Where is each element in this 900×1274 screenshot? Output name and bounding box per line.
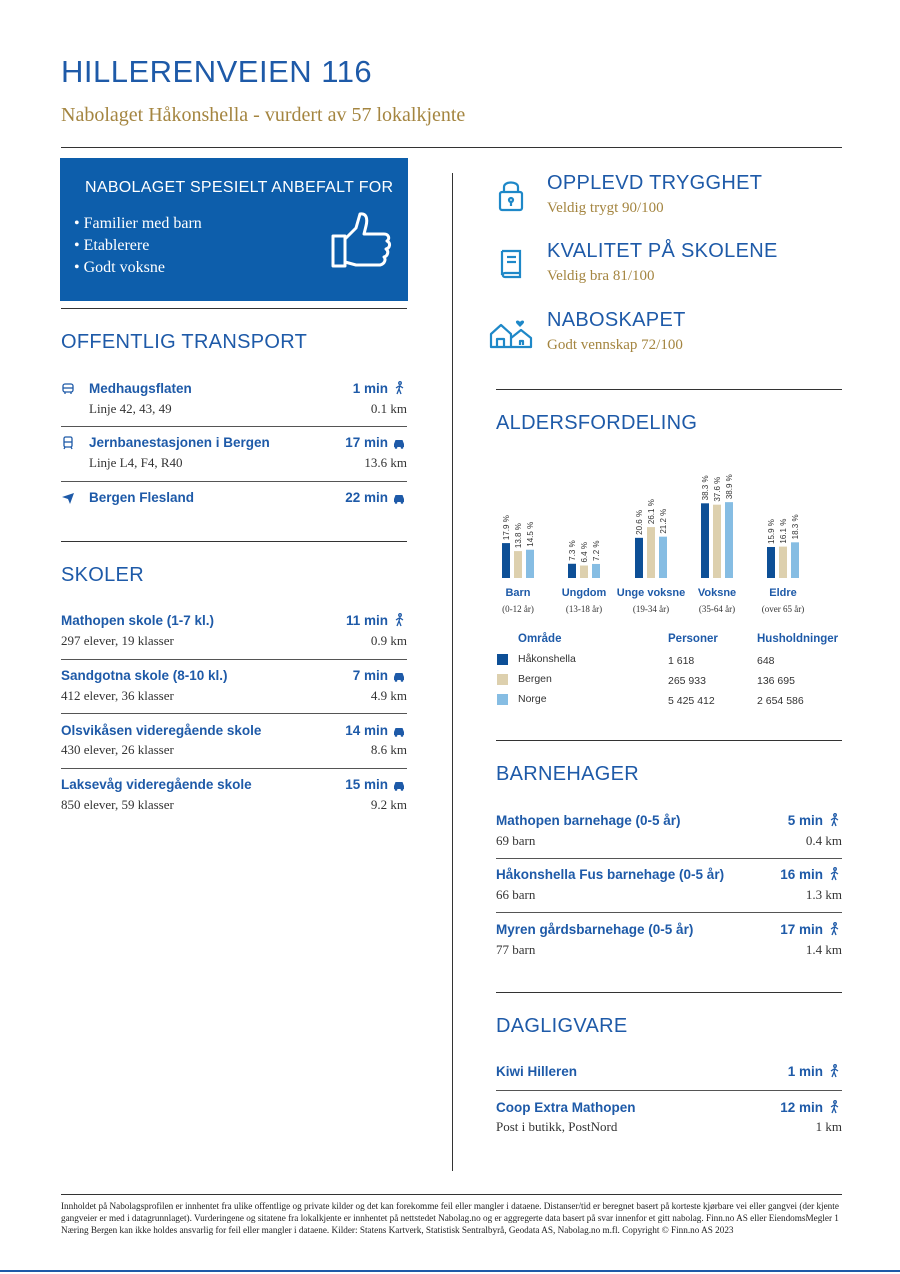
kindergartens-heading: BARNEHAGER	[496, 763, 640, 785]
car-icon	[392, 778, 406, 792]
row-divider	[61, 426, 407, 427]
legend-households: 136 695	[757, 675, 795, 687]
age-bar	[767, 547, 775, 578]
transport-time: 1 min	[352, 381, 388, 396]
kindergarten-info: 66 barn	[496, 887, 536, 902]
row-divider	[61, 659, 407, 660]
school-time: 11 min	[345, 613, 388, 628]
kindergarten-time: 17 min	[780, 922, 823, 937]
grocery-name: Coop Extra Mathopen	[496, 1100, 636, 1115]
kindergarten-time: 5 min	[787, 813, 823, 828]
kindergarten-name: Mathopen barnehage (0-5 år)	[496, 813, 681, 828]
kindergarten-name: Myren gårdsbarnehage (0-5 år)	[496, 922, 694, 937]
kindergarten-distance: 0.4 km	[805, 833, 842, 848]
age-bar	[791, 542, 799, 578]
school-distance: 4.9 km	[370, 688, 407, 703]
age-bar	[502, 543, 510, 578]
car-icon	[392, 436, 406, 450]
kindergarten-distance: 1.3 km	[805, 887, 842, 902]
recommended-list	[74, 213, 202, 279]
kindergarten-info: 69 barn	[496, 833, 536, 848]
recommended-item: • Etablerere	[74, 237, 150, 254]
age-heading: ALDERSFORDELING	[496, 412, 698, 434]
walk-icon	[827, 813, 841, 827]
school-time: 14 min	[345, 723, 388, 738]
age-bar	[659, 537, 667, 578]
train-icon	[61, 436, 75, 450]
transport-time: 17 min	[345, 435, 388, 450]
kindergarten-distance: 1.4 km	[805, 942, 842, 957]
grocery-time: 1 min	[787, 1064, 823, 1079]
row-divider	[61, 713, 407, 714]
school-time: 15 min	[345, 777, 388, 792]
transport-name: Medhaugsflaten	[89, 381, 192, 396]
age-category-range: (19-34 år)	[632, 604, 670, 614]
legend-area: Norge	[518, 693, 547, 705]
legend-persons: 5 425 412	[668, 695, 715, 707]
age-bar-label: 38.9 %	[725, 474, 734, 500]
age-bar-label: 17.9 %	[502, 515, 511, 541]
school-info: 850 elever, 59 klasser	[61, 797, 174, 812]
school-time: 7 min	[352, 668, 388, 683]
age-bar-label: 7.2 %	[592, 540, 601, 561]
age-bar	[592, 564, 600, 578]
column-divider	[452, 173, 453, 1171]
age-bar-label: 6.4 %	[580, 542, 589, 563]
legend-persons: 1 618	[668, 655, 695, 667]
age-category-range: (over 65 år)	[761, 604, 805, 614]
age-category-label: Unge voksne	[616, 587, 686, 599]
legend-header-households: Husholdninger	[757, 633, 839, 645]
age-bar	[725, 502, 733, 578]
divider	[61, 308, 407, 309]
walk-icon	[827, 1064, 841, 1078]
school-name: Laksevåg videregående skole	[61, 777, 252, 792]
legend-swatch	[497, 674, 508, 685]
page-title: HILLERENVEIEN 116	[61, 54, 373, 89]
kindergarten-info: 77 barn	[496, 942, 536, 957]
recommended-title: NABOLAGET SPESIELT ANBEFALT FOR	[85, 179, 394, 196]
walk-icon	[392, 613, 406, 627]
age-chart	[496, 455, 846, 630]
divider	[496, 740, 842, 741]
age-bar-label: 15.9 %	[767, 519, 776, 544]
recommended-item: • Godt voksne	[74, 259, 165, 276]
age-bar	[713, 505, 721, 578]
age-bar	[568, 564, 576, 578]
age-bar-label: 18.3 %	[791, 514, 800, 540]
grocery-distance: 1 km	[815, 1119, 842, 1134]
legend-households: 2 654 586	[757, 695, 804, 707]
school-info: 297 elever, 19 klasser	[61, 633, 174, 648]
kindergarten-name: Håkonshella Fus barnehage (0-5 år)	[496, 867, 725, 882]
age-bar	[514, 551, 522, 578]
transport-lines: Linje L4, F4, R40	[89, 455, 183, 470]
age-bar	[635, 538, 643, 578]
page-subtitle: Nabolaget Håkonshella - vurdert av 57 lokalkjente	[61, 104, 466, 126]
legend-swatch	[497, 694, 508, 705]
school-distance: 9.2 km	[370, 797, 407, 812]
row-divider	[61, 481, 407, 482]
rating-heading: NABOSKAPET	[547, 309, 686, 331]
row-divider	[496, 858, 842, 859]
transport-name: Bergen Flesland	[89, 490, 195, 505]
recommended-box	[60, 158, 408, 301]
age-bar	[779, 547, 787, 578]
car-icon	[392, 724, 406, 738]
groceries-heading: DAGLIGVARE	[496, 1015, 628, 1037]
age-category-label: Eldre	[769, 587, 797, 599]
car-icon	[392, 491, 406, 505]
divider	[496, 389, 842, 390]
school-name: Sandgotna skole (8-10 kl.)	[61, 668, 228, 683]
transport-heading: OFFENTLIG TRANSPORT	[61, 331, 308, 353]
schools-heading: SKOLER	[61, 564, 144, 586]
walk-icon	[827, 922, 841, 936]
legend-swatch	[497, 654, 508, 665]
thumbs-up-icon	[330, 208, 394, 272]
grocery-info: Post i butikk, PostNord	[496, 1119, 618, 1134]
school-name: Olsvikåsen videregående skole	[61, 723, 262, 738]
age-category-label: Ungdom	[561, 587, 607, 599]
transport-time: 22 min	[345, 490, 388, 505]
legend-header-area: Område	[518, 633, 562, 645]
bottom-rule	[0, 1270, 900, 1272]
book-icon	[498, 247, 524, 281]
rating-heading: OPPLEVD TRYGGHET	[547, 172, 763, 194]
lock-icon	[497, 178, 525, 212]
transport-name: Jernbanestasjonen i Bergen	[89, 435, 270, 450]
row-divider	[61, 768, 407, 769]
age-bar-label: 21.2 %	[659, 508, 668, 534]
divider	[496, 992, 842, 993]
age-bar-label: 7.3 %	[568, 540, 577, 561]
age-category-label: Voksne	[697, 587, 737, 599]
age-bar	[701, 503, 709, 578]
footer-divider	[61, 1194, 842, 1195]
age-bar	[580, 566, 588, 578]
row-divider	[496, 912, 842, 913]
transport-distance: 13.6 km	[364, 455, 407, 470]
rating-value: Veldig bra 81/100	[547, 268, 655, 284]
divider	[61, 541, 407, 542]
bus-icon	[61, 382, 75, 396]
walk-icon	[827, 867, 841, 881]
plane-icon	[61, 491, 75, 505]
legend-area: Håkonshella	[518, 653, 576, 665]
age-category-range: (35-64 år)	[698, 604, 736, 614]
transport-lines: Linje 42, 43, 49	[89, 401, 172, 416]
header-divider	[61, 147, 842, 148]
grocery-time: 12 min	[780, 1100, 823, 1115]
school-info: 412 elever, 36 klasser	[61, 688, 174, 703]
age-bar-label: 13.8 %	[514, 523, 523, 549]
school-name: Mathopen skole (1-7 kl.)	[61, 613, 215, 628]
rating-value: Godt vennskap 72/100	[547, 337, 683, 353]
rating-value: Veldig trygt 90/100	[547, 200, 664, 216]
age-bar-label: 20.6 %	[635, 509, 644, 535]
walk-icon	[392, 381, 406, 395]
legend-area: Bergen	[518, 673, 552, 685]
transport-distance: 0.1 km	[370, 401, 407, 416]
legend-households: 648	[757, 655, 775, 667]
rating-heading: KVALITET PÅ SKOLENE	[547, 240, 778, 262]
age-bar-label: 26.1 %	[647, 499, 656, 525]
legend-persons: 265 933	[668, 675, 706, 687]
age-bar-label: 37.6 %	[713, 476, 722, 502]
age-bar-label: 16.1 %	[779, 518, 788, 544]
row-divider	[496, 1090, 842, 1091]
age-category-label: Barn	[505, 587, 531, 599]
age-bar-label: 14.5 %	[526, 521, 535, 547]
age-bar	[526, 550, 534, 578]
age-category-range: (13-18 år)	[565, 604, 603, 614]
legend-header-persons: Personer	[668, 633, 718, 645]
car-icon	[392, 669, 406, 683]
kindergarten-time: 16 min	[780, 867, 823, 882]
walk-icon	[827, 1100, 841, 1114]
houses-heart-icon	[488, 316, 534, 350]
age-bar-label: 38.3 %	[701, 475, 710, 501]
school-distance: 8.6 km	[370, 742, 407, 757]
school-distance: 0.9 km	[370, 633, 407, 648]
age-category-range: (0-12 år)	[502, 604, 534, 614]
grocery-name: Kiwi Hilleren	[496, 1064, 578, 1079]
school-info: 430 elever, 26 klasser	[61, 742, 174, 757]
footer-disclaimer: Innholdet på Nabolagsprofilen er innhentet fra ulike offentlige og private kilder og det kan forekomme feil eller mangler i dataene. Distanser/tid er beregnet basert på korteste kjørbare vei eller gangvei (der kjente gangveier er med i datagrunnlaget). Vurderingene og sitatene fra lokalkjente er innhentet på nettstedet Nabolag.no og er aggregerte data basert på svar innenfor et gitt nabolag. Finn.no AS eller EiendomsMegler 1 Næring Bergen kan ikke holdes ansvarlig for feil eller mangler i dataene. Kilder: Statens Kartverk, Statistisk Sentralbyrå, Geodata AS, Nabolag.no m.fl. Copyright © Finn.no AS 2023	[61, 1201, 839, 1235]
recommended-item: • Familier med barn	[74, 215, 202, 232]
age-bar	[647, 527, 655, 578]
